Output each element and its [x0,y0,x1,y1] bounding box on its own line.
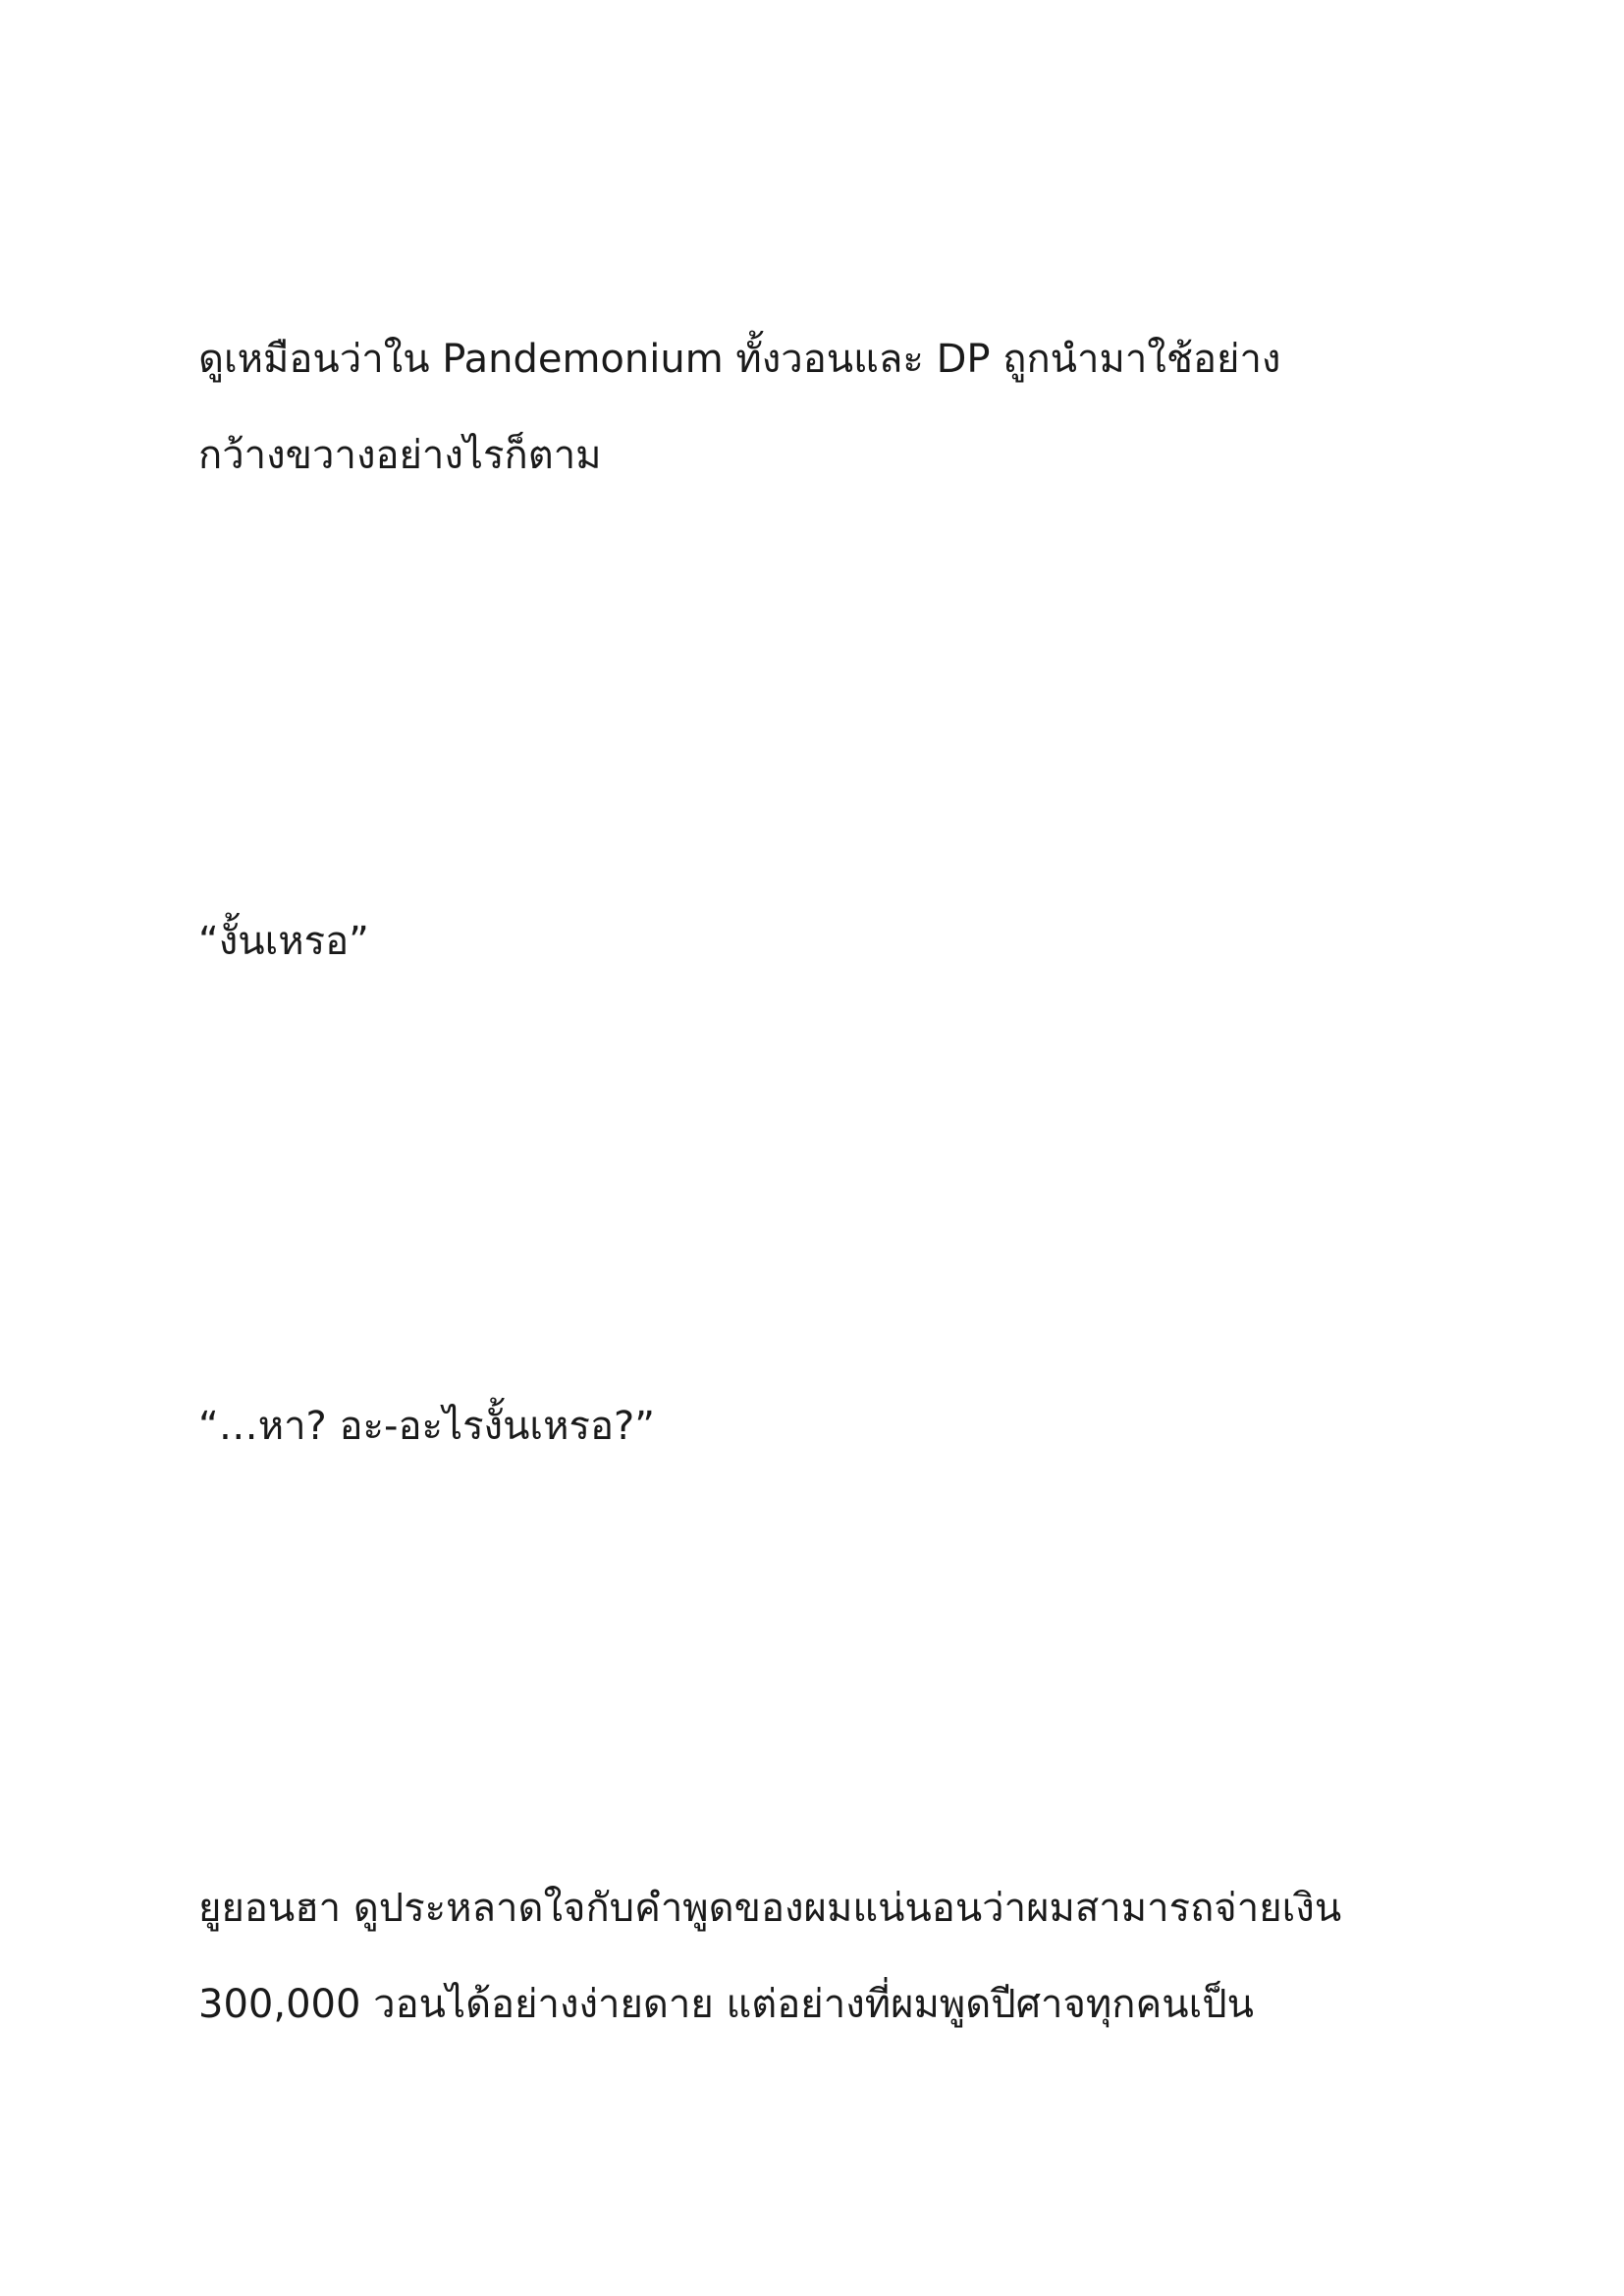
paragraph-dialogue-2 [198,1378,1475,1474]
text-line: กว้างขวางอย่างไรก็ตาม [198,433,602,478]
text-line: ยูยอนฮา ดูประหลาดใจกับคำพูดของผมแน่นอนว่าผมสามารถจ่ายเงิน [198,1886,1342,1931]
paragraph-narration-1 [198,311,1475,504]
paragraph-narration-2 [198,1860,1475,2053]
text-line: ดูเหมือนว่าใน Pandemonium ทั้งวอนและ DP ถูกนำมาใช้อย่าง [198,337,1281,382]
text-line: “งั้นเหรอ” [198,919,369,964]
text-line: 300,000 วอนได้อย่างง่ายดาย แต่อย่างที่ผมพูดปีศาจทุกคนเป็น [198,1982,1255,2027]
text-line: “…หา? อะ-อะไรงั้นเหรอ?” [198,1404,655,1449]
paragraph-dialogue-1 [198,893,1475,989]
